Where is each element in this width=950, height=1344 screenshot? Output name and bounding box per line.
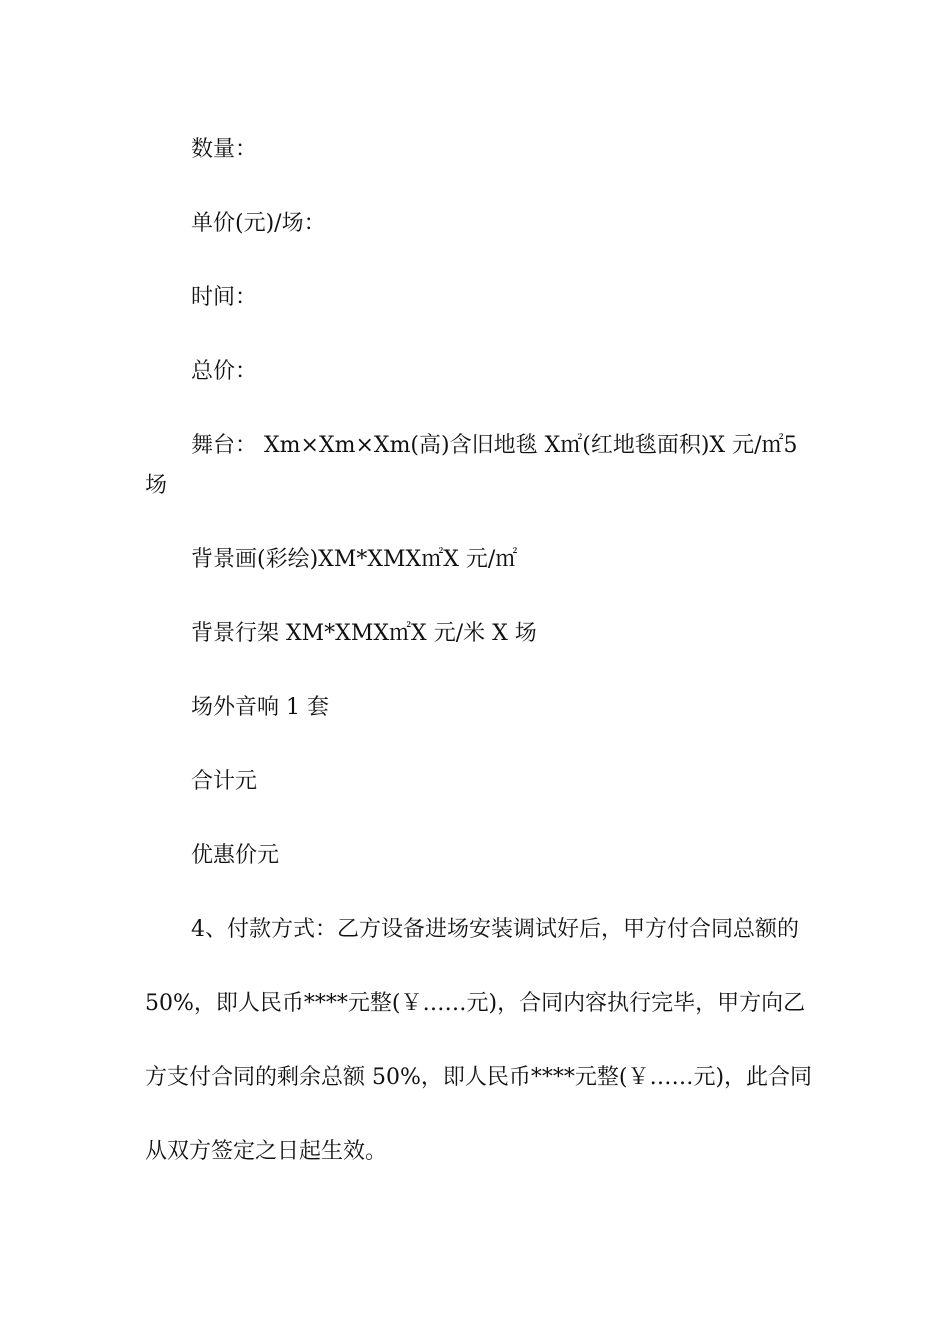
unit-price-line: 单价(元)/场： [191, 211, 326, 236]
payment-terms-paragraph: 4、付款方式：乙方设备进场安装调试好后，甲方付合同总额的 50%，即人民币****元整(￥……元)，合同内容执行完毕，甲方向乙方支付合同的剩余总额 50%，即人民币****元整(￥……元)，此合同从双方签定之日起生效。 [145, 917, 813, 1164]
document-body [145, 130, 815, 1223]
backdrop-painting-line: 背景画(彩绘)XM*XMX㎡X 元/㎡ [191, 547, 518, 572]
time-line: 时间： [191, 285, 258, 310]
backdrop-truss-line: 背景行架 XM*XMX㎡X 元/米 X 场 [191, 621, 537, 646]
stage-line: 舞台： Xm×Xm×Xm(高)含旧地毯 X㎡(红地毯面积)X 元/㎡5 场 [145, 433, 798, 498]
quantity-line: 数量： [191, 137, 258, 162]
outdoor-audio-line: 场外音响 1 套 [191, 695, 329, 720]
discount-price-line: 优惠价元 [191, 843, 280, 868]
total-price-line: 总价： [191, 359, 258, 384]
subtotal-line: 合计元 [191, 769, 258, 794]
